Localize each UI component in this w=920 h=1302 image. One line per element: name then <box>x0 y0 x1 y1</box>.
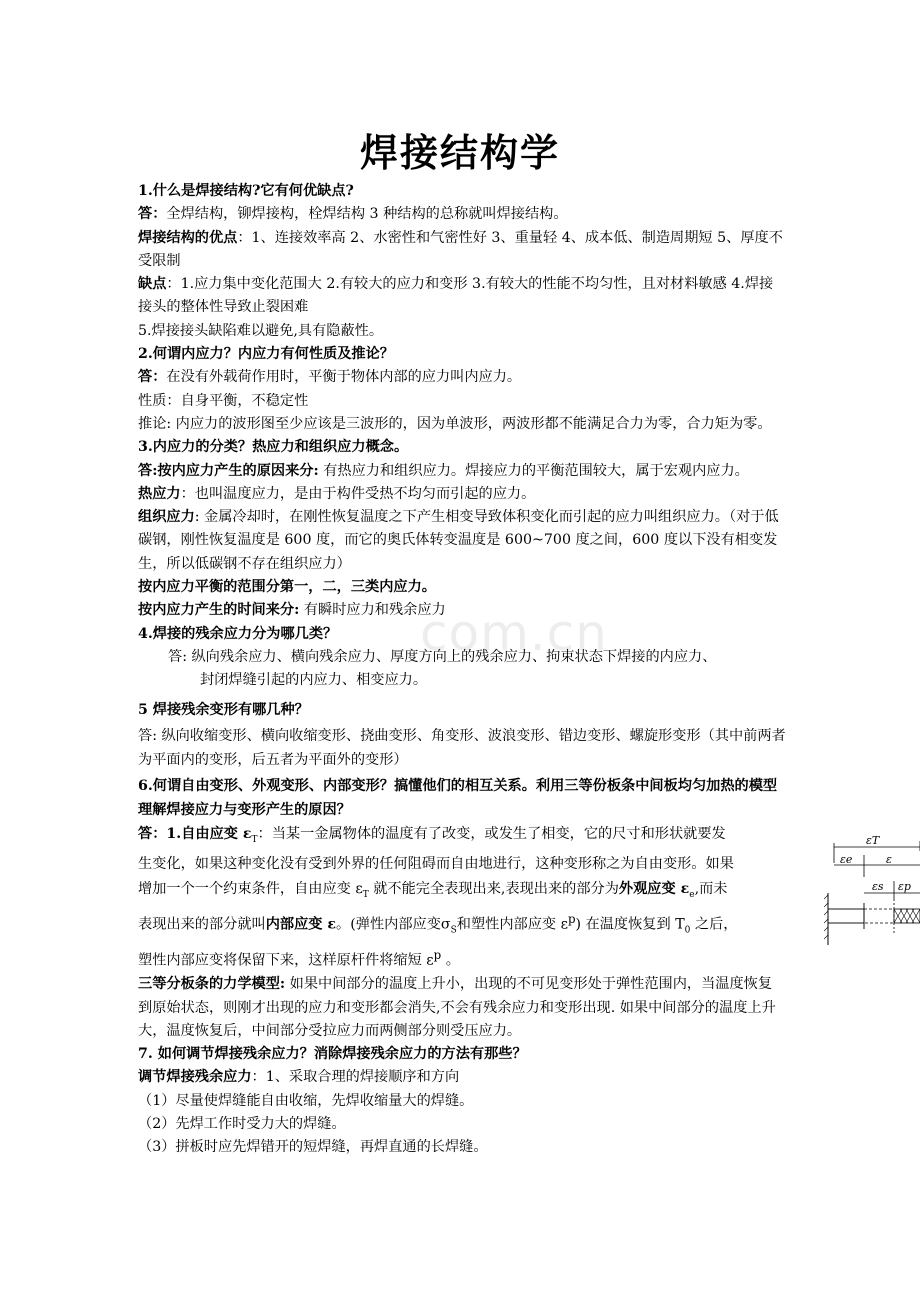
watermark: com.cn <box>420 604 608 662</box>
document-body <box>138 180 786 1160</box>
answer-text: 在没有外载荷作用时，平衡于物体内部的应力叫内应力。 <box>166 369 522 386</box>
question-5: 5 焊接残余变形有哪几种？ <box>138 701 309 718</box>
advantages-text: ：1、连接效率高 2、水密性和气密性好 3、重量轻 4、成本低、制造周期短 5、厚度不受限制 <box>138 229 783 269</box>
internal-strain-sup-p: p <box>567 911 576 926</box>
internal-strain-text-4: 之后，塑性内部应变将保留下来，这样原杆件将缩短 ε <box>138 916 738 969</box>
organization-text: : 金属冷却时，在刚性恢复温度之下产生相变导致体积变化而引起的应力叫组织应力。（对于低碳钢，刚性恢复温度是 600 度，而它的奥氏体转变温度是 600~700 度之间，600 度以下没有相变发生，所以低碳钢不存在组织应力） <box>138 509 779 572</box>
external-strain-text: ,而未表现出来的部分就叫 <box>138 880 728 933</box>
question-3: 3.内应力的分类？热应力和组织应力概念。 <box>138 439 409 456</box>
question-1: 1.什么是焊接结构?它有何优缺点? <box>138 183 354 199</box>
epsilon-label: ε <box>886 853 892 866</box>
answer-1 <box>138 203 786 226</box>
organization-paragraph <box>138 506 786 576</box>
cause-text: 有热应力和组织应力。焊接应力的平衡范围较大，属于宏观内应力。 <box>318 462 749 479</box>
list-item: （1）尽量使焊缝能自由收缩，先焊收缩量大的焊缝。 <box>138 1092 474 1109</box>
epsilon-t-label: εT <box>866 834 880 847</box>
free-strain-text-2: 就不能完全表现出来,表现出来的部分为 <box>368 880 619 897</box>
internal-strain-sub-0: 0 <box>684 925 691 936</box>
epsilon-e-label: εe <box>840 853 853 866</box>
organization-label: 组织应力 <box>138 509 195 526</box>
question-4: 4.焊接的残余应力分为哪几类？ <box>138 625 338 642</box>
internal-strain-end: 。 <box>441 952 460 969</box>
external-strain-label: 外观应变 ε <box>618 880 690 897</box>
internal-strain-sub-s: S <box>450 925 457 936</box>
question-2: 2.何谓内应力？内应力有何性质及推论？ <box>138 346 394 363</box>
internal-strain-text-2: 和塑性内部应变 ε <box>456 916 568 933</box>
free-strain-text: ：当某一金属物体的温度有了改变，或发生了相变，它的尺寸和形状就要发生变化，如果这种变化没有受到外界的任何阻碍而自由地进行，这种变形称之为自由变形。如果增加一个一个约束条件，自由应变 ε <box>138 825 734 897</box>
cause-paragraph <box>138 460 786 483</box>
adjust-label: 调节焊接残余应力 <box>138 1069 252 1086</box>
thermal-label: 热应力 <box>138 485 181 502</box>
thermal-paragraph <box>138 483 786 506</box>
internal-strain-sup-p-2: p <box>433 948 442 963</box>
strain-diagram <box>824 833 920 953</box>
answer-label: 答： <box>138 369 167 386</box>
range-text: 按内应力平衡的范围分第一，二，三类内应力。 <box>138 579 436 596</box>
answer-2 <box>138 366 786 389</box>
answer-4-line-2: 封闭焊缝引起的内应力、相变应力。 <box>200 672 428 689</box>
answer-4-line-1: 答: 纵向残余应力、横向残余应力、厚度方向上的残余应力、拘束状态下焊接的内应力、 <box>168 648 717 665</box>
answer-5: 答: 纵向收缩变形、横向收缩变形、挠曲变形、角变形、波浪变形、错边变形、螺旋形变形（其中前两者为平面内的变形，后五者为平面外的变形） <box>138 727 786 768</box>
free-strain-label: 自由应变 ε <box>181 825 252 842</box>
advantages <box>138 227 786 274</box>
answer-text: 全焊结构，铆焊接构，栓焊结构 3 种结构的总称就叫焊接结构。 <box>166 206 568 223</box>
time-paragraph <box>138 599 786 622</box>
internal-strain-label: 内部应变 ε <box>265 916 337 933</box>
cause-label: 答:按内应力产生的原因来分: <box>138 462 319 479</box>
list-item: （2）先焊工作时受力大的焊缝。 <box>138 1116 346 1133</box>
thermal-text: ：也叫温度应力，是由于构件受热不均匀而引起的应力。 <box>180 485 536 502</box>
time-text: 有瞬时应力和残余应力 <box>299 602 446 619</box>
nature-text: 性质：自身平衡，不稳定性 <box>138 392 309 409</box>
inference-text: 推论: 内应力的波形图至少应该是三波形的，因为单波形，两波形都不能满足合力为零，合力矩为零。 <box>138 415 772 432</box>
epsilon-s-label: εs <box>872 880 884 893</box>
model-paragraph <box>138 973 786 1043</box>
list-item: （3）拼板时应先焊错开的短焊缝，再焊直通的长焊缝。 <box>138 1139 488 1156</box>
external-strain-sub: e <box>689 889 695 900</box>
free-strain-text-sub: T <box>362 889 369 900</box>
advantages-label: 焊接结构的优点 <box>138 229 238 246</box>
model-label: 三等分板条的力学模型: <box>138 976 286 993</box>
disadvantages <box>138 273 786 320</box>
question-7: 7. 如何调节焊接残余应力？消除焊接残余应力的方法有那些？ <box>138 1046 527 1063</box>
epsilon-p-label: εp <box>898 880 911 893</box>
answer-6-free-strain <box>138 822 738 973</box>
disadvantages-label: 缺点 <box>138 276 167 293</box>
internal-strain-text-3: ) 在温度恢复到 T <box>575 916 685 933</box>
internal-strain-text: 。(弹性内部应变σ <box>336 916 451 933</box>
question-6: 6.何谓自由变形、外观变形、内部变形？搞懂他们的相互关系。利用三等份板条中间板均匀加热的模型理解焊接应力与变形产生的原因？ <box>138 777 778 818</box>
model-text: 如果中间部分的温度上升小，出现的不可见变形处于弹性范围内，当温度恢复到原始状态，则刚才出现的应力和变形都会消失,不会有残余应力和变形出现. 如果中间部分的温度上升大，温度恢复后，中间部分受拉应力而两侧部分则受压应力。 <box>138 976 776 1039</box>
answer-label: 答： <box>138 206 167 223</box>
adjust-text: ：1、采取合理的焊接顺序和方向 <box>251 1069 460 1086</box>
disadvantages-text: ：1.应力集中变化范围大 2.有较大的应力和变形 3.有较大的性能不均匀性，且对材料敏感 4.焊接接头的整体性导致止裂困难 <box>138 276 774 316</box>
disadvantage-5: 5.焊接接头缺陷难以避免,具有隐蔽性。 <box>138 322 384 339</box>
adjust-paragraph <box>138 1066 786 1089</box>
answer-label: 答：1. <box>138 825 182 842</box>
page-title: 焊接结构学 <box>359 131 560 175</box>
free-strain-sub: T <box>251 834 258 845</box>
time-label: 按内应力产生的时间来分: <box>138 602 300 619</box>
